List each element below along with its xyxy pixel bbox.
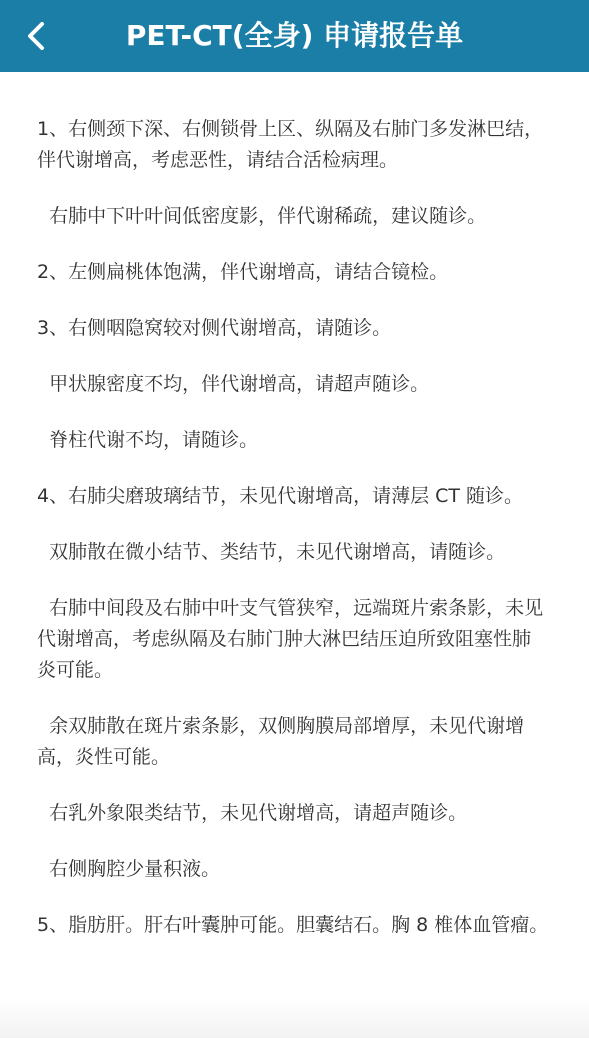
report-paragraph: 5、脂肪肝。肝右叶囊肿可能。胆囊结石。胸 8 椎体血管瘤。 <box>37 914 549 936</box>
footer-fade <box>0 998 589 1038</box>
report-paragraph: 双肺散在微小结节、类结节，未见代谢增高，请随诊。 <box>37 541 506 563</box>
report-paragraph: 2、左侧扁桃体饱满，伴代谢增高，请结合镜检。 <box>37 261 449 283</box>
report-paragraph: 右乳外象限类结节，未见代谢增高，请超声随诊。 <box>37 802 468 824</box>
report-paragraph: 余双肺散在斑片索条影，双侧胸膜局部增厚，未见代谢增高，炎性可能。 <box>37 715 525 768</box>
report-paragraph: 3、右侧咽隐窝较对侧代谢增高，请随诊。 <box>37 317 392 339</box>
page-title: PET-CT(全身) 申请报告单 <box>125 19 464 52</box>
chevron-left-icon <box>25 21 47 51</box>
report-paragraph: 右肺中下叶叶间低密度影，伴代谢稀疏，建议随诊。 <box>37 205 487 227</box>
report-paragraph: 右侧胸腔少量积液。 <box>37 858 221 880</box>
report-paragraph: 4、右肺尖磨玻璃结节，未见代谢增高，请薄层 CT 随诊。 <box>37 485 524 507</box>
report-paragraph: 脊柱代谢不均，请随诊。 <box>37 429 259 451</box>
back-button[interactable] <box>16 16 56 56</box>
header-bar <box>0 0 589 72</box>
report-paragraph: 右肺中间段及右肺中叶支气管狭窄，远端斑片索条影，未见代谢增高，考虑纵隔及右肺门肿大淋巴结压迫所致阻塞性肺炎可能。 <box>37 597 544 681</box>
report-paragraph: 1、右侧颈下深、右侧锁骨上区、纵隔及右肺门多发淋巴结，伴代谢增高，考虑恶性，请结合活检病理。 <box>37 118 544 171</box>
report-content <box>0 72 589 1038</box>
report-paragraph: 甲状腺密度不均，伴代谢增高，请超声随诊。 <box>37 373 430 395</box>
